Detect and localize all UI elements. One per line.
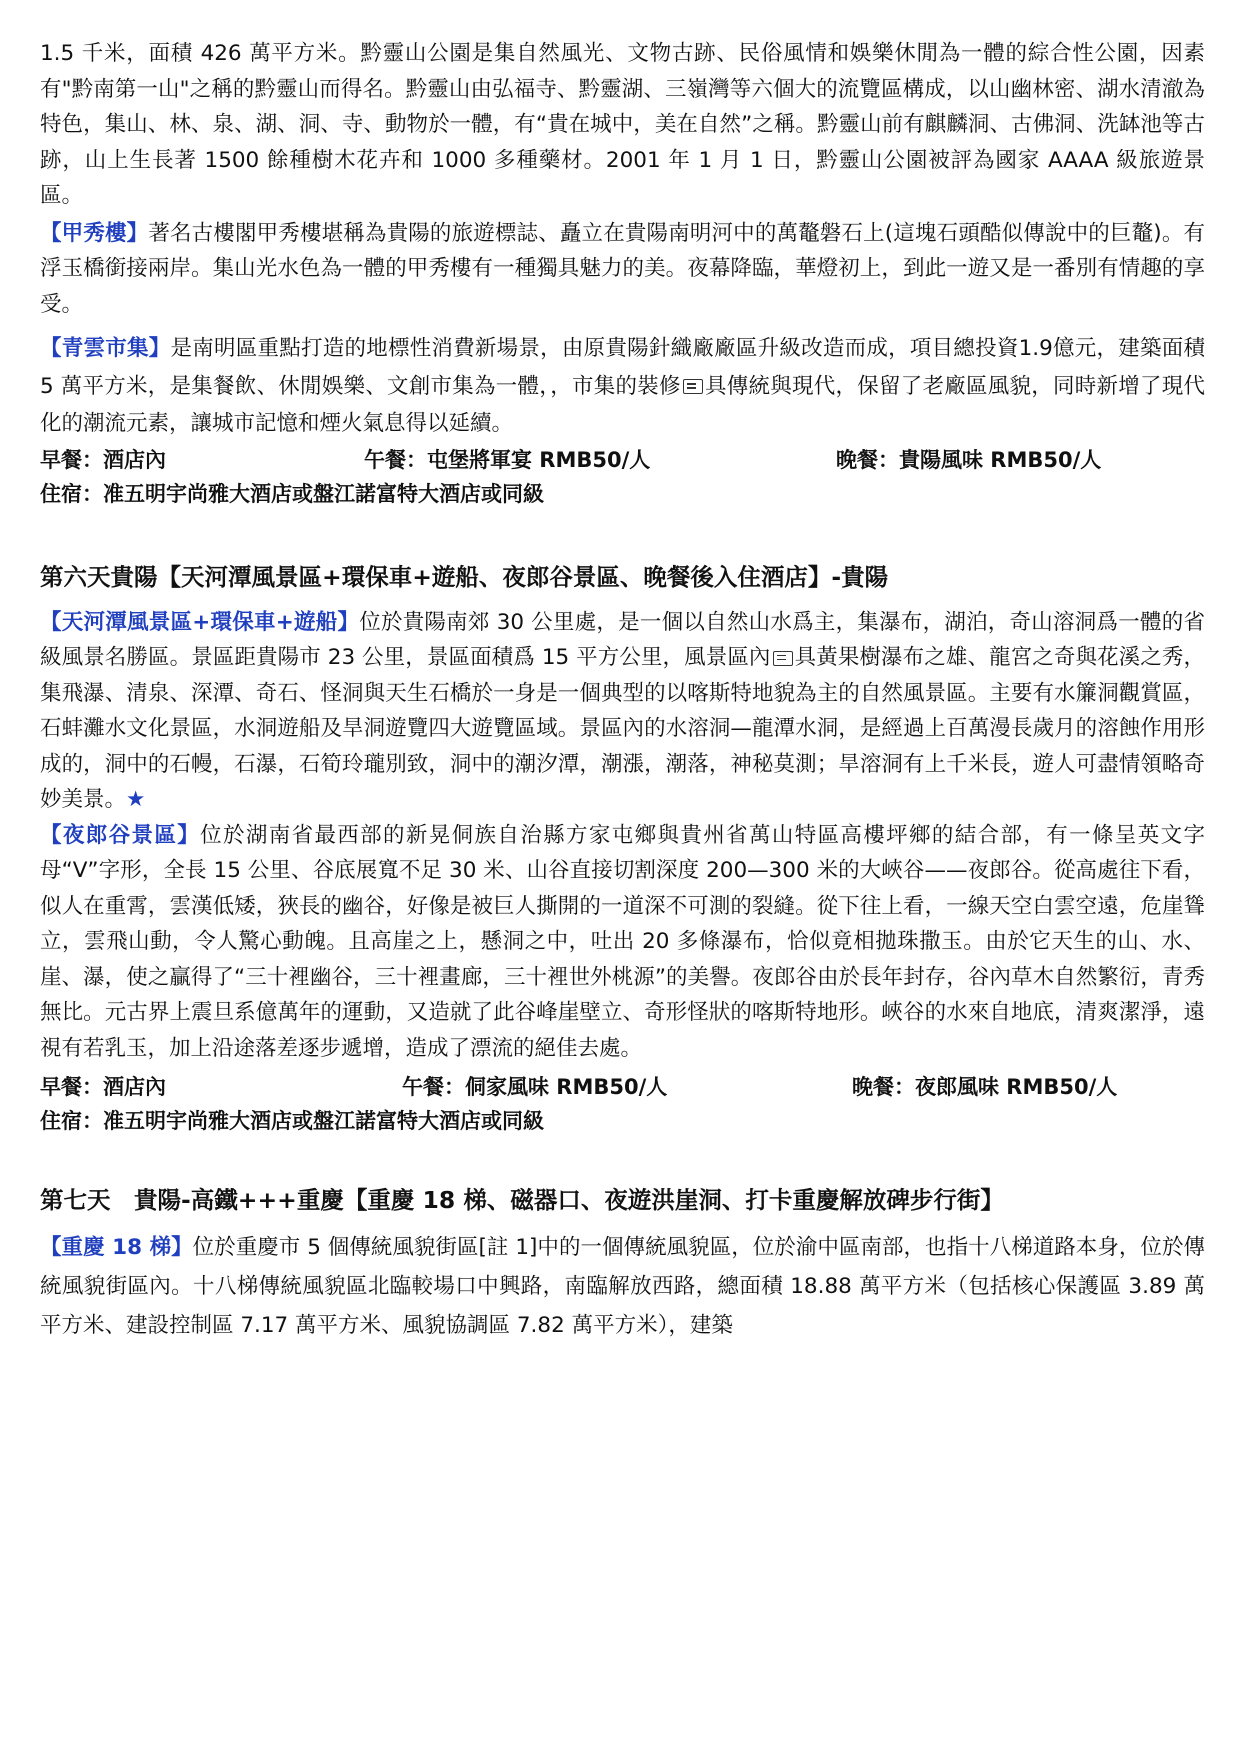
tianhe-text-b: 具黃果樹瀑布之雄、龍宮之奇與花溪之秀，集飛瀑、清泉、深潭、奇石、怪洞與天生石橋於一身是一個典型的以喀斯特地貌為主的自然風景區。主要有水簾洞觀賞區，石蚌灘水文化景區，水洞遊船及旱洞遊覽四大遊覽區域。景區內的水溶洞—龍潭水洞，是經過上百萬漫長歲月的溶蝕作用形成的，洞中的石幔，石瀑，石筍玲瓏別致，洞中的潮汐潭，潮漲，潮落，神秘莫測；旱溶洞有上千米長，遊人可盡情領略奇妙美景。 — [40, 645, 1205, 812]
day5-dinner: 晚餐：貴陽風味 RMB50/人 — [836, 447, 1102, 472]
qingyun-tag: 【青雲市集】 — [40, 336, 171, 361]
day5-breakfast: 早餐：酒店內 — [40, 447, 166, 472]
day6-dinner: 晚餐：夜郎風味 RMB50/人 — [852, 1075, 1118, 1099]
day6-meals — [40, 1070, 1205, 1104]
star-icon: ★ — [126, 787, 146, 812]
day7-heading: 第七天 貴陽-高鐵+++重慶【重慶 18 梯、磁器口、夜遊洪崖洞、打卡重慶解放碑步行街】 — [40, 1186, 1004, 1214]
chongqing-18-text: 位於重慶市 5 個傳統風貌街區[註 1]中的一個傳統風貌區，位於渝中區南部，也指十八梯道路本身，位於傳統風貌街區內。十八梯傳統風貌區北臨較場口中興路，南臨解放西路，總面積 18.88 萬平方米（包括核心保護區 3.89 萬平方米、建設控制區 7.17 萬平方米、風貌協調區 7.82 萬平方米），建築 — [40, 1235, 1205, 1338]
day6-lunch: 午餐：侗家風味 RMB50/人 — [402, 1075, 668, 1099]
qingyun-text-a: 是南明區重點打造的地標性消費新場景，由原貴陽針織廠廠區升級改造而成，項目總投資1.9億元，建築面積5 萬平方米，是集餐飲、休閒娛樂、文創市集為一體，，市集的裝修 — [40, 336, 1205, 399]
chongqing-18-steps-paragraph — [40, 1228, 1205, 1345]
yelang-text: 位於湖南省最西部的新晃侗族自治縣方家屯鄉與貴州省萬山特區高樓坪鄉的結合部，有一條呈英文字母“V”字形，全長 15 公里、谷底展寬不足 30 米、山谷直接切割深度 200—300 米的大峽谷——夜郎谷。從高處往下看，似人在重霄，雲漢低矮，狹長的幽谷，好像是被巨人撕開的一道深不可測的裂縫。從下往上看，一線天空白雲空遠，危崖聳立，雲飛山動，令人驚心動魄。且高崖之上，懸洞之中，吐出 20 多條瀑布，恰似竟相拋珠撒玉。由於它天生的山、水、崖、瀑，使之贏得了“三十裡幽谷，三十裡畫廊，三十裡世外桃源”的美譽。夜郎谷由於長年封存，谷內草木自然繁衍，青秀無比。元古界上震旦系億萬年的運動，又造就了此谷峰崖壁立、奇形怪狀的喀斯特地形。峽谷的水來自地底，清爽潔淨，遠視有若乳玉，加上沿途落差逐步遞增，造成了漂流的絕佳去處。 — [40, 822, 1205, 1061]
yelang-paragraph — [40, 818, 1205, 1067]
tianhe-tag: 【天河潭風景區+環保車+遊船】 — [40, 609, 360, 635]
day5-meals — [40, 443, 1205, 477]
day6-heading: 第六天貴陽【天河潭風景區+環保車+遊船、夜郎谷景區、晚餐後入住酒店】-貴陽 — [40, 562, 889, 591]
itinerary-page — [40, 36, 1205, 1345]
tianhe-text-a: 位於貴陽南郊 30 公里處，是一個以自然山水爲主，集瀑布，湖泊，奇山溶洞爲一體的省級風景名勝區。景區距貴陽市 23 公里，景區面積爲 15 平方公里，風景區內 — [40, 609, 1206, 670]
jiaxiu-text: 著名古樓閣甲秀樓堪稱為貴陽的旅遊標誌、矗立在貴陽南明河中的萬鼇磐石上(這塊石頭酷似傳說中的巨鼇)。有浮玉橋銜接兩岸。集山光水色為一體的甲秀樓有一種獨具魅力的美。夜幕降臨，華燈初上，到此一遊又是一番別有情趣的享受。 — [40, 220, 1205, 317]
jiaxiu-tag: 【甲秀樓】 — [40, 220, 149, 246]
chongqing-18-tag: 【重慶 18 梯】 — [40, 1235, 193, 1260]
tianhe-paragraph — [40, 605, 1205, 818]
missing-glyph-icon — [773, 651, 793, 666]
qingyun-paragraph — [40, 330, 1205, 443]
day6-accommodation: 住宿：准五明宇尚雅大酒店或盤江諾富特大酒店或同級 — [40, 1109, 544, 1133]
qingyun-text-b: 具傳統與現代，保留了老廠區風貌，同時新增了現代化的潮流元素，讓城市記憶和煙火氣息得以延續。 — [40, 373, 1205, 436]
missing-glyph-icon — [683, 379, 703, 394]
yelang-tag: 【夜郎谷景區】 — [40, 822, 201, 848]
qianling-park-paragraph: 1.5 千米，面積 426 萬平方米。黔靈山公園是集自然風光、文物古跡、民俗風情和娛樂休閒為一體的綜合性公園，因素有"黔南第一山"之稱的黔靈山而得名。黔靈山由弘福寺、黔靈湖、三嶺灣等六個大的流覽區構成，以山幽林密、湖水清澈為特色，集山、林、泉、湖、洞、寺、動物於一體，有“貴在城中，美在自然”之稱。黔靈山前有麒麟洞、古佛洞、洗缽池等古跡，山上生長著 1500 餘種樹木花卉和 1000 多種藥材。2001 年 1 月 1 日，黔靈山公園被評為國家 AAAA 級旅遊景區。 — [40, 41, 1205, 208]
day5-accommodation: 住宿：准五明宇尚雅大酒店或盤江諾富特大酒店或同級 — [40, 481, 544, 506]
day6-breakfast: 早餐：酒店內 — [40, 1075, 166, 1099]
jiaxiu-paragraph — [40, 216, 1205, 323]
day5-lunch: 午餐：屯堡將軍宴 RMB50/人 — [364, 447, 651, 472]
